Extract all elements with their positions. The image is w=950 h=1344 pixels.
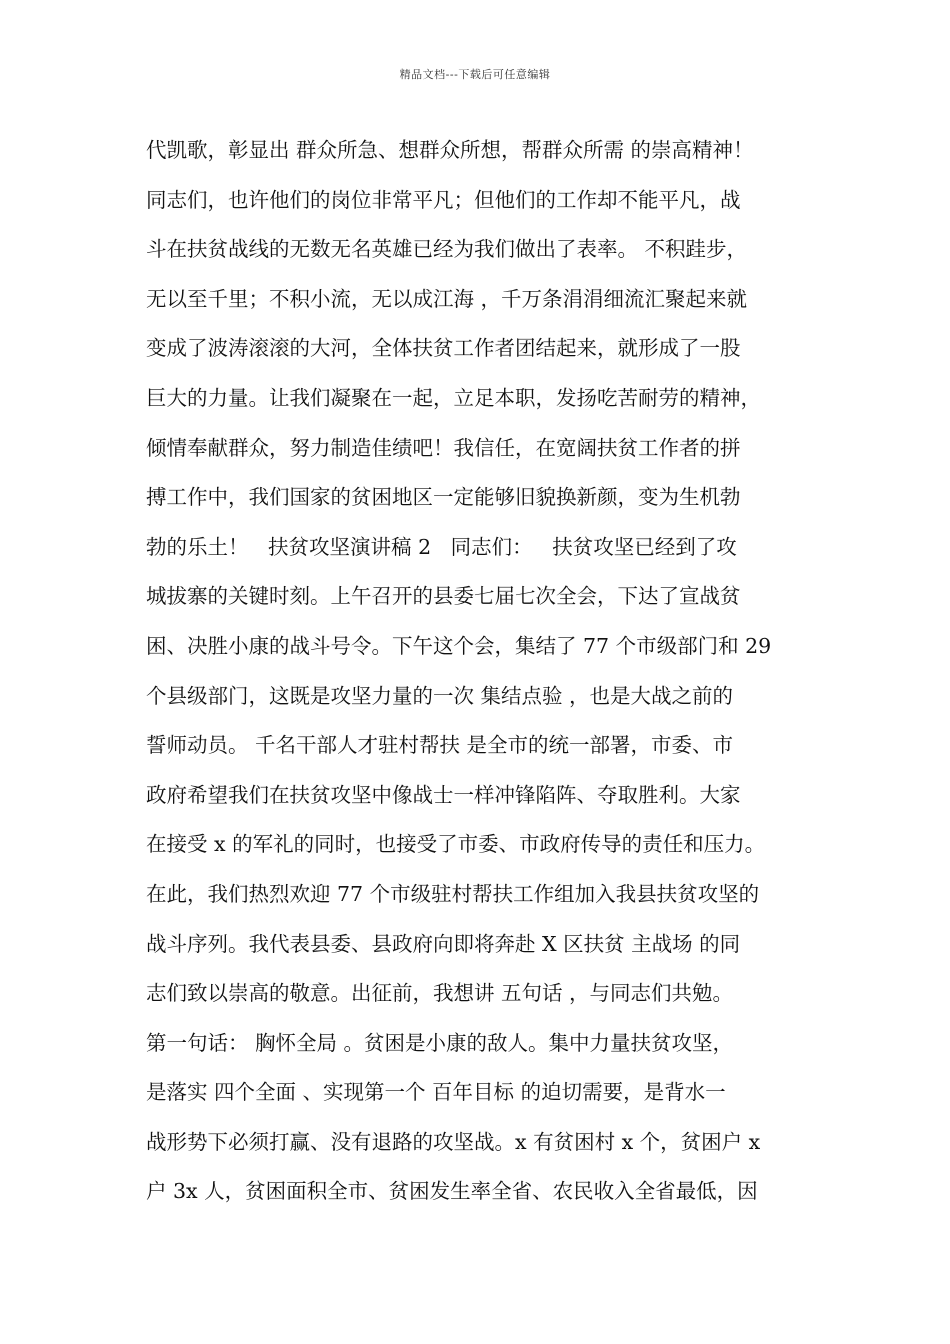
text-line: 搏工作中，我们国家的贫困地区一定能够旧貌换新颜，变为生机勃 [146,485,741,510]
text-line: 同志们，也许他们的岗位非常平凡；但他们的工作却不能平凡，战 [146,187,741,212]
text-line: 户 3x 人，贫困面积全市、贫困发生率全省、农民收入全省最低，因 [146,1179,758,1204]
page-header: 精品文档---下载后可任意编辑 [399,68,551,81]
text-line: 志们致以崇高的敬意。出征前，我想讲 五句话 ，与同志们共勉。 [146,981,734,1006]
text-line: 困、决胜小康的战斗号令。下午这个会，集结了 77 个市级部门和 29 [146,633,772,658]
text-line: 代凯歌，彰显出 群众所急、想群众所想，帮群众所需 的崇高精神！ [146,138,754,162]
text-line: 个县级部门，这既是攻坚力量的一次 集结点验 ，也是大战之前的 [146,683,734,708]
text-line: 无以至千里；不积小流，无以成江海 ，千万条涓涓细流汇聚起来就 [146,286,748,311]
text-line: 勃的乐土！ 扶贫攻坚演讲稿 2 同志们： 扶贫攻坚已经到了攻 [146,534,737,559]
text-line: 变成了波涛滚滚的大河，全体扶贫工作者团结起来，就形成了一股 [146,336,741,361]
document-body [146,130,816,1221]
text-line: 倾情奉献群众，努力制造佳绩吧！我信任，在宽阔扶贫工作者的拼 [146,435,741,460]
text-line: 在此，我们热烈欢迎 77 个市级驻村帮扶工作组加入我县扶贫攻坚的 [146,881,760,906]
text-line: 第一句话： 胸怀全局 。贫困是小康的敌人。集中力量扶贫攻坚， [146,1030,734,1055]
text-line: 斗在扶贫战线的无数无名英雄已经为我们做出了表率。 不积跬步， [146,237,748,262]
text-line: 政府希望我们在扶贫攻坚中像战士一样冲锋陷阵、夺取胜利。大家 [146,782,741,807]
text-line: 战形势下必须打赢、没有退路的攻坚战。x 有贫困村 x 个，贫困户 x [146,1129,761,1154]
text-line: 誓师动员。 千名干部人才驻村帮扶 是全市的统一部署，市委、市 [146,733,734,758]
text-line: 在接受 x 的军礼的同时，也接受了市委、市政府传导的责任和压力。 [146,832,766,857]
text-line: 巨大的力量。让我们凝聚在一起，立足本职，发扬吃苦耐劳的精神， [146,385,761,410]
text-line: 是落实 四个全面 、实现第一个 百年目标 的迫切需要，是背水一 [146,1080,726,1105]
text-line: 战斗序列。我代表县委、县政府向即将奔赴 X 区扶贫 主战场 的同 [146,931,741,956]
text-line: 城拔寨的关键时刻。上午召开的县委七届七次全会，下达了宣战贫 [146,584,741,609]
